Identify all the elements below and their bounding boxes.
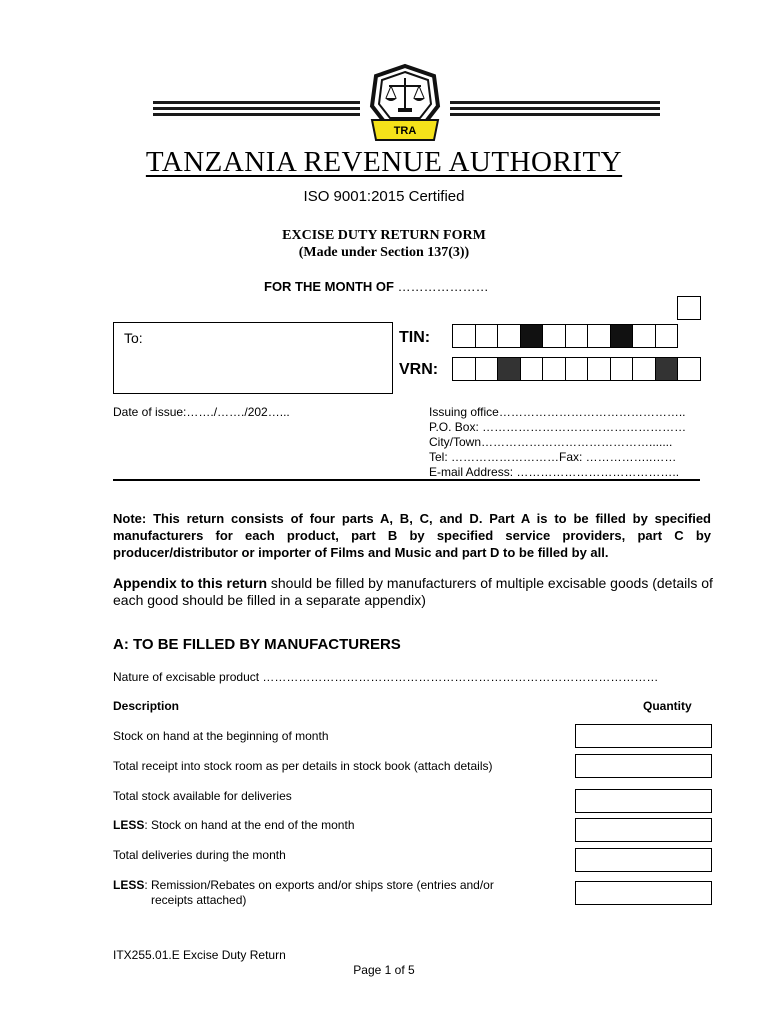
qty-total-deliveries[interactable]	[575, 848, 712, 872]
vrn-cell[interactable]	[520, 357, 544, 381]
row-stock-beginning	[113, 729, 329, 744]
month-field[interactable]: …………………	[397, 279, 489, 294]
vrn-cell[interactable]	[475, 357, 499, 381]
row-prefix: LESS	[113, 878, 145, 892]
page-number: Page 1 of 5	[353, 963, 415, 977]
row-label: Total receipt into stock room as per details in stock book (attach details)	[113, 759, 493, 773]
month-label: FOR THE MONTH OF	[264, 279, 394, 294]
qty-stock-beginning[interactable]	[575, 724, 712, 748]
row-label: Stock on hand at the beginning of month	[113, 729, 329, 743]
qty-stock-end[interactable]	[575, 818, 712, 842]
tin-cell[interactable]	[542, 324, 566, 348]
office-details	[429, 405, 686, 480]
tin-cell[interactable]	[565, 324, 589, 348]
row-stock-end	[113, 818, 355, 833]
tel-fax[interactable]: Tel: ………………………Fax: ……………..……	[429, 450, 677, 464]
tin-cell[interactable]	[610, 324, 634, 348]
appendix-text: should be filled by manufacturers of multiple excisable goods (details of each good should be filled in a separate appendix)	[113, 575, 713, 608]
divider-line	[113, 479, 700, 481]
tin-cell[interactable]	[632, 324, 656, 348]
form-title: EXCISE DUTY RETURN FORM	[282, 228, 486, 243]
vrn-cell[interactable]	[565, 357, 589, 381]
row-total-stock	[113, 789, 292, 804]
header-bar-right-2	[450, 107, 660, 110]
header-bar-right-3	[450, 113, 660, 116]
qty-total-stock[interactable]	[575, 789, 712, 813]
tin-cell[interactable]	[497, 324, 521, 348]
row-label: Total stock available for deliveries	[113, 789, 292, 803]
note-text: This return consists of four parts A, B, C, and D. Part A is to be filled by specified manufacturers for each product, part B by specified service providers, part C by producer/distributor or importer of Films and Music and part D to be filled by all.	[113, 511, 711, 560]
row-remission	[113, 878, 494, 908]
col-description: Description	[113, 699, 180, 713]
to-label: To:	[124, 330, 143, 346]
tin-cell[interactable]	[655, 324, 679, 348]
nature-of-product[interactable]: Nature of excisable product ………………………………………………………………………………………	[113, 670, 659, 684]
date-of-issue[interactable]: Date of issue:……./……./202…...	[113, 405, 290, 419]
city-town[interactable]: City/Town…………………………………….......	[429, 435, 673, 449]
org-name: TANZANIA REVENUE AUTHORITY	[145, 146, 623, 178]
section-a-title: A: TO BE FILLED BY MANUFACTURERS	[113, 636, 401, 653]
vrn-cell[interactable]	[452, 357, 476, 381]
appendix-label: Appendix to this return	[113, 575, 267, 591]
appendix-paragraph	[113, 575, 713, 609]
form-title-block	[0, 227, 768, 261]
tin-cell[interactable]	[452, 324, 476, 348]
note-label: Note:	[113, 511, 147, 526]
vrn-cell[interactable]	[632, 357, 656, 381]
header-bar-right-1	[450, 101, 660, 104]
issuing-office[interactable]: Issuing office………………………………………..	[429, 405, 686, 419]
row-label: Total deliveries during the month	[113, 848, 286, 862]
tin-label: TIN:	[399, 329, 431, 346]
form-code: ITX255.01.E Excise Duty Return	[113, 948, 286, 962]
vrn-cell[interactable]	[655, 357, 679, 381]
row-label: : Stock on hand at the end of the month	[144, 818, 355, 832]
to-address-box[interactable]	[113, 322, 393, 394]
row-label-continued: receipts attached)	[151, 893, 247, 907]
vrn-label: VRN:	[399, 361, 439, 378]
row-total-deliveries	[113, 848, 286, 863]
col-quantity: Quantity	[643, 699, 692, 713]
tin-cell[interactable]	[475, 324, 499, 348]
note-paragraph	[113, 510, 711, 561]
month-line	[264, 279, 489, 294]
form-subtitle: (Made under Section 137(3))	[298, 245, 470, 260]
vrn-cell[interactable]	[542, 357, 566, 381]
qty-total-receipt[interactable]	[575, 754, 712, 778]
row-prefix: LESS	[113, 818, 145, 832]
logo-label: TRA	[393, 125, 417, 137]
header-bar-left-3	[153, 113, 360, 116]
vrn-cell[interactable]	[610, 357, 634, 381]
po-box[interactable]: P.O. Box: ……………………………………………	[429, 420, 687, 434]
tin-cell[interactable]	[587, 324, 611, 348]
tra-logo	[362, 62, 448, 144]
vrn-cell[interactable]	[497, 357, 521, 381]
iso-certification: ISO 9001:2015 Certified	[303, 188, 465, 205]
email-address[interactable]: E-mail Address: …………………………………..	[429, 465, 680, 479]
qty-remission[interactable]	[575, 881, 712, 905]
header-bar-left-1	[153, 101, 360, 104]
row-label: : Remission/Rebates on exports and/or ships store (entries and/or	[144, 878, 494, 892]
tin-cell[interactable]	[520, 324, 544, 348]
vrn-cell[interactable]	[587, 357, 611, 381]
header-bar-left-2	[153, 107, 360, 110]
row-total-receipt	[113, 759, 493, 774]
corner-checkbox[interactable]	[677, 296, 701, 320]
vrn-cell[interactable]	[677, 357, 701, 381]
